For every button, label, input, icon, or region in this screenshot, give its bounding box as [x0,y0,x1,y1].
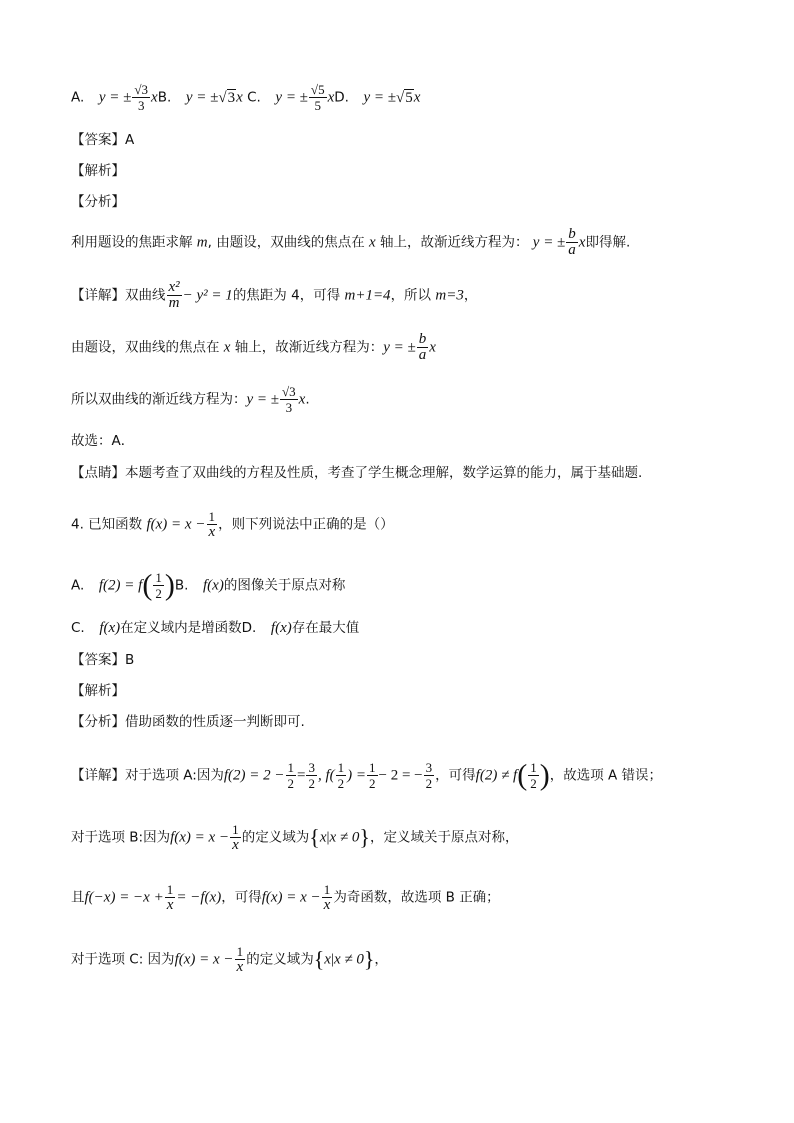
q4-options-ab: A. f(2) = f( $\frac{1}{2}$ )B. f(x)的图像关于原点对称 [71,568,346,602]
q3-answer: 【答案】A [71,132,135,148]
q3-detail-line1: 【详解】双曲线 $\frac{\text{x²}}{m}$ − y² = 1的焦距为 4，可得 m+1=4，所以 m=3， [71,279,478,311]
option-c-label: C. [247,89,261,106]
q4-detail-c: 对于选项 C: 因为f(x) = x − $\frac{1}{x}$ 的定义域为{x|x ≠ 0}， [71,944,388,975]
q4-option-c-label: C. [71,620,85,636]
option-d-label: D. [334,89,349,106]
q4-answer: 【答案】B [71,652,135,668]
option-a-label: A. [71,89,85,106]
option-c-fraction: $\frac{√5}{5}$ [310,82,325,113]
q4-fenxi: 【分析】借助函数的性质逐一判断即可. [71,714,305,730]
q3-comment: 【点睛】本题考查了双曲线的方程及性质，考查了学生概念理解，数学运算的能力，属于基础题. [71,465,643,481]
q4-detail-b1: 对于选项 B:因为f(x) = x − $\frac{1}{x}$ 的定义域为{x|x ≠ 0}，定义域关于原点对称， [71,822,519,853]
q4-option-d-label: D. [241,620,257,636]
q4-option-a-label: A. [71,577,85,594]
q3-choose: 故选：A． [71,433,135,449]
q4-detail-a: 【详解】对于选项 A:因为f(2) = 2 − $\frac{1}{2}$ = $\frac{3}{2}$ , f( $\frac{1}{2}$ ) = $\frac{1}{2}$ − 2 = − $\frac{3}{2}$ ，可得f(2) ≠ f( $\frac{1}{2}$ )，故选项 A 错误； [71,758,663,792]
q3-detail-line2: 由题设，双曲线的焦点在 x 轴上，故渐近线方程为：y = ± $\frac{b}{a}$ x [71,331,436,363]
q4-options-cd: C. f(x)在定义域内是增函数D. f(x)存在最大值 [71,620,360,636]
option-b-label: B. [157,89,172,106]
option-a-formula: y = ± [98,89,132,106]
q3-jiexi-heading: 【解析】 [71,163,125,179]
q3-detail-line3: 所以双曲线的渐近线方程为：y = ± $\frac{√3}{3}$ x. [71,384,310,415]
q3-fenxi-heading: 【分析】 [71,194,125,210]
q3-options-line: A. y = ± $\frac{√3}{3}$ xB. y = ±√3x C. y = ± $\frac{√5}{5}$ xD. y = ±√5x [71,82,421,113]
q4-detail-b2: 且f(−x) = −x + $\frac{1}{x}$ = −f(x)，可得f(x) = x − $\frac{1}{x}$ 为奇函数，故选项 B 正确； [71,882,500,913]
q4-jiexi-heading: 【解析】 [71,683,125,699]
option-a-fraction: $\frac{√3}{3}$ [134,82,149,113]
q3-fenxi-text: 利用题设的焦距求解 m, 由题设，双曲线的焦点在 x 轴上，故渐近线方程为： y = ± $\frac{b}{a}$ x即得解. [71,226,631,258]
q4-option-b-label: B. [174,577,189,594]
q4-stem: 4. 已知函数 f(x) = x − $\frac{1}{x}$ ，则下列说法中正确的是（） [71,509,394,540]
